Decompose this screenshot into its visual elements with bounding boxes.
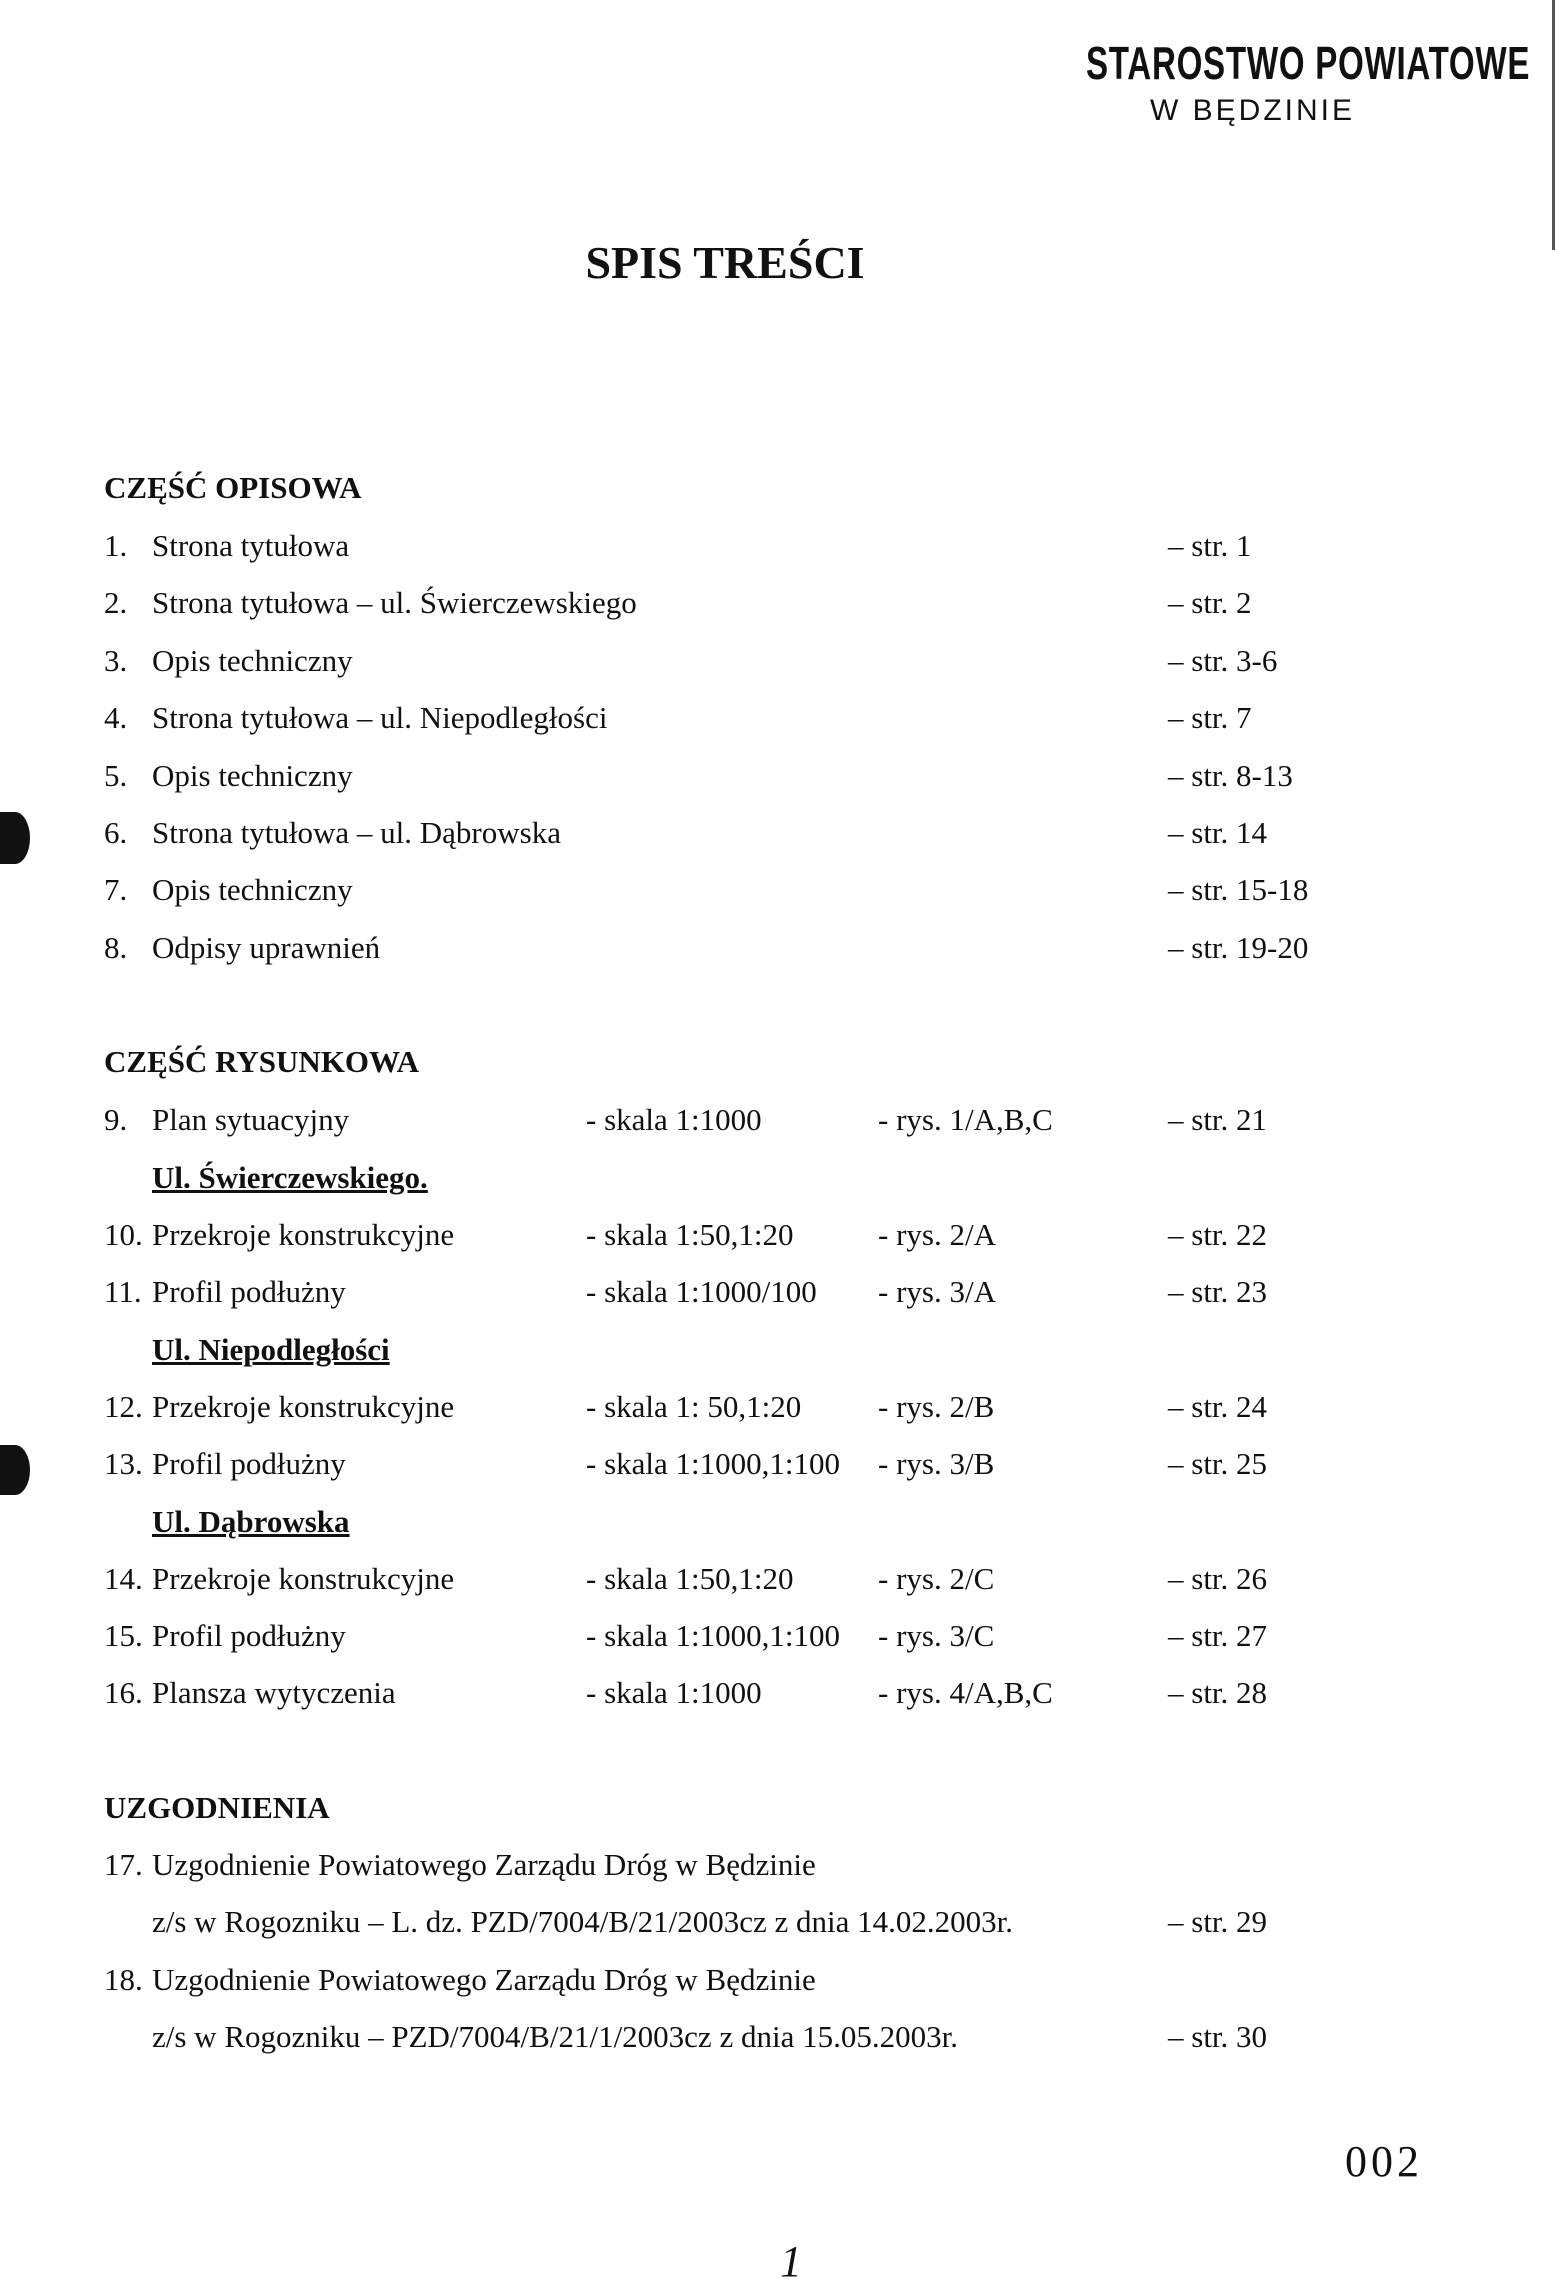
toc-number: 16. [104,1675,143,1710]
toc-label: Profil podłużny [152,1446,346,1481]
toc-number: 14. [104,1561,143,1596]
binder-hole-mark [0,1445,30,1495]
toc-page: – str. 28 [1168,1675,1268,1710]
toc-number: 13. [104,1446,143,1481]
street-subheading-niepodleglosci: Ul. Niepodległości [152,1332,390,1367]
toc-number: 3. [104,643,128,678]
section-heading-uzgodnienia: UZGODNIENIA [104,1790,330,1825]
toc-number: 7. [104,872,128,907]
toc-page: – str. 23 [1168,1274,1268,1309]
toc-page: – str. 8-13 [1168,758,1293,793]
toc-label: Strona tytułowa – ul. Dąbrowska [152,815,561,850]
toc-page: – str. 22 [1168,1217,1268,1252]
toc-scale: - skala 1:1000 [586,1675,762,1710]
toc-scale: - skala 1:1000/100 [586,1274,817,1309]
toc-page: – str. 15-18 [1168,872,1309,907]
toc-number: 4. [104,700,128,735]
toc-drawing: - rys. 1/A,B,C [878,1102,1053,1137]
toc-drawing: - rys. 2/A [878,1217,996,1252]
toc-drawing: - rys. 3/C [878,1618,995,1653]
toc-page: – str. 2 [1168,585,1252,620]
toc-drawing: - rys. 3/B [878,1446,995,1481]
toc-label: Strona tytułowa [152,528,350,563]
toc-number: 9. [104,1102,128,1137]
page-code: 002 [1345,2137,1423,2186]
toc-scale: - skala 1:50,1:20 [586,1217,794,1252]
toc-number: 10. [104,1217,143,1252]
toc-page: – str. 29 [1168,1904,1268,1939]
toc-label: Strona tytułowa – ul. Niepodległości [152,700,608,735]
toc-label: Opis techniczny [152,643,353,678]
toc-label: Opis techniczny [152,872,353,907]
street-subheading-swierczewskiego: Ul. Świerczewskiego. [152,1160,428,1195]
toc-number: 1. [104,528,128,563]
toc-scale: - skala 1:1000 [586,1102,762,1137]
toc-label: Przekroje konstrukcyjne [152,1217,455,1252]
section-heading-opisowa: CZĘŚĆ OPISOWA [104,470,362,505]
toc-drawing: - rys. 3/A [878,1274,996,1309]
toc-label: Plan sytuacyjny [152,1102,350,1137]
toc-page: – str. 1 [1168,528,1252,563]
toc-page: – str. 25 [1168,1446,1268,1481]
toc-number: 2. [104,585,128,620]
toc-drawing: - rys. 2/B [878,1389,995,1424]
handwritten-page-number: 1 [780,2237,802,2286]
stamp-line-1: STAROSTWO POWIATOWE [1086,37,1531,89]
toc-number: 18. [104,1962,143,1997]
toc-scale: - skala 1: 50,1:20 [586,1389,802,1424]
toc-label: Profil podłużny [152,1618,346,1653]
toc-drawing: - rys. 2/C [878,1561,995,1596]
toc-page: – str. 7 [1168,700,1252,735]
street-subheading-dabrowska: Ul. Dąbrowska [152,1504,350,1539]
toc-label: Profil podłużny [152,1274,346,1309]
toc-label-continued: z/s w Rogozniku – L. dz. PZD/7004/B/21/2003cz z dnia 14.02.2003r. [152,1904,1014,1939]
toc-label: Strona tytułowa – ul. Świerczewskiego [152,585,637,620]
binder-hole-mark [0,812,30,864]
toc-label: Plansza wytyczenia [152,1675,396,1710]
toc-page: – str. 3-6 [1168,643,1278,678]
toc-page: – str. 30 [1168,2019,1268,2054]
toc-scale: - skala 1:1000,1:100 [586,1446,840,1481]
toc-number: 5. [104,758,128,793]
toc-number: 8. [104,930,128,965]
toc-page: – str. 14 [1168,815,1268,850]
toc-label: Odpisy uprawnień [152,930,381,965]
toc-number: 11. [104,1274,142,1309]
toc-number: 17. [104,1847,143,1882]
toc-scale: - skala 1:1000,1:100 [586,1618,840,1653]
toc-page: – str. 27 [1168,1618,1268,1653]
toc-label-continued: z/s w Rogozniku – PZD/7004/B/21/1/2003cz z dnia 15.05.2003r. [152,2019,958,2054]
toc-label: Przekroje konstrukcyjne [152,1389,455,1424]
toc-page: – str. 26 [1168,1561,1268,1596]
page-title: SPIS TREŚCI [585,237,865,288]
toc-page: – str. 19-20 [1168,930,1309,965]
toc-scale: - skala 1:50,1:20 [586,1561,794,1596]
section-heading-rysunkowa: CZĘŚĆ RYSUNKOWA [104,1044,419,1079]
toc-page: – str. 21 [1168,1102,1268,1137]
toc-label: Uzgodnienie Powiatowego Zarządu Dróg w Będzinie [152,1962,816,1997]
toc-page: – str. 24 [1168,1389,1268,1424]
stamp-line-2: W BĘDZINIE [1150,94,1356,127]
toc-number: 15. [104,1618,143,1653]
toc-drawing: - rys. 4/A,B,C [878,1675,1053,1710]
toc-label: Przekroje konstrukcyjne [152,1561,455,1596]
toc-number: 6. [104,815,128,850]
toc-number: 12. [104,1389,143,1424]
toc-label: Uzgodnienie Powiatowego Zarządu Dróg w Będzinie [152,1847,816,1882]
toc-label: Opis techniczny [152,758,353,793]
